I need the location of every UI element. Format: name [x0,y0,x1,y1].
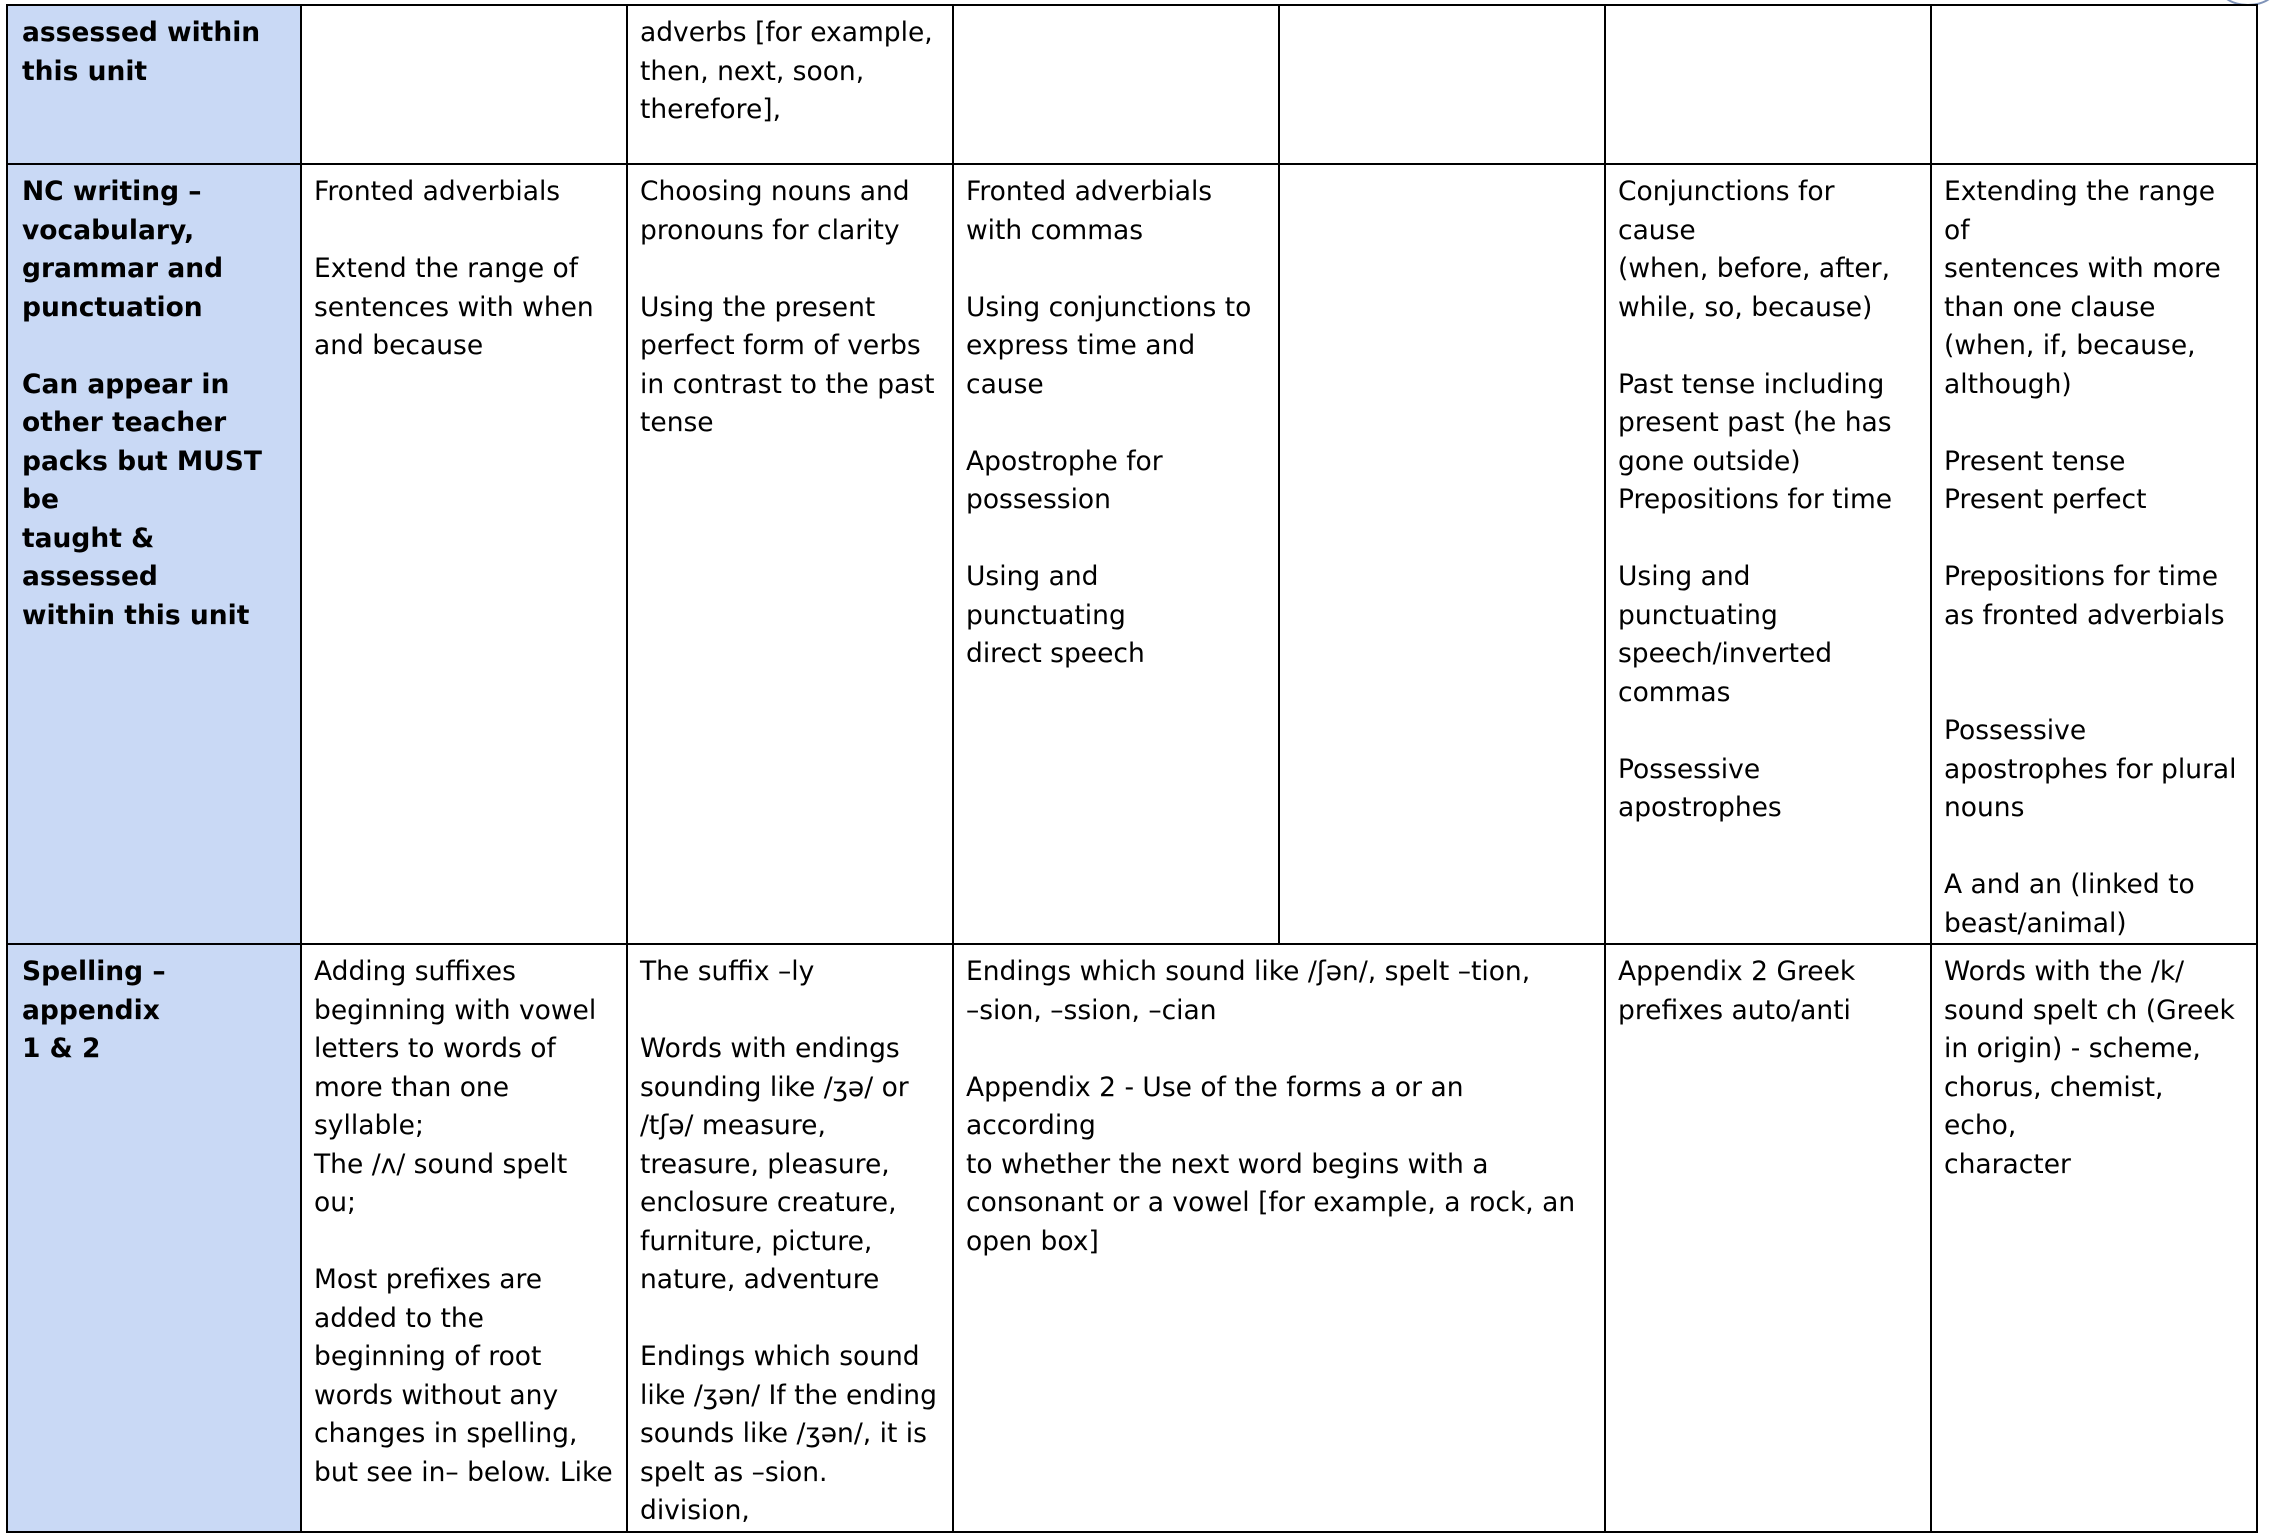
row-header-assessed: assessed within this unit [7,5,301,164]
table-cell: The suffix –ly Words with endings sounding like /ʒə/ or /tʃə/ measure, treasure, pleasure, enclosure creature, furniture, picture, nature, adventure Endings which sound like /ʒən/ If the ending sounds like /ʒən/, it is spelt as –sion. division, [627,944,953,1532]
table-cell [301,5,627,164]
table-row-assessment [7,5,2257,164]
table-cell [1279,164,1605,944]
table-cell: Fronted adverbials Extend the range of sentences with when and because [301,164,627,944]
table-cell: Adding suffixes beginning with vowel letters to words of more than one syllable; The /ʌ/ sound spelt ou; Most prefixes are added to the beginning of root words without any changes in spelling, but see in– below. Like [301,944,627,1532]
curriculum-table [6,4,2258,1533]
table-cell: Extending the range of sentences with more than one clause (when, if, because, although) Present tense Present perfect Prepositions for time as fronted adverbials Possessive apostrophes for plural nouns A and an (linked to beast/animal) [1931,164,2257,944]
table-cell: Choosing nouns and pronouns for clarity Using the present perfect form of verbs in contrast to the past tense [627,164,953,944]
table-cell: Appendix 2 Greek prefixes auto/anti [1605,944,1931,1532]
table-cell: Words with the /k/ sound spelt ch (Greek in origin) - scheme, chorus, chemist, echo, character [1931,944,2257,1532]
row-header-nc-writing: NC writing – vocabulary, grammar and punctuation Can appear in other teacher packs but MUST be taught & assessed within this unit [7,164,301,944]
table-cell [1605,5,1931,164]
table-cell: adverbs [for example, then, next, soon, therefore], [627,5,953,164]
table-cell [953,5,1279,164]
table-cell-merged: Endings which sound like /ʃən/, spelt –tion, –sion, –ssion, –cian Appendix 2 - Use of the forms a or an according to whether the next word begins with a consonant or a vowel [for example, a rock, an open box] [953,944,1605,1532]
table-cell: Conjunctions for cause (when, before, after, while, so, because) Past tense including present past (he has gone outside) Prepositions for time Using and punctuating speech/inverted commas Possessive apostrophes [1605,164,1931,944]
table-row-nc-writing [7,164,2257,944]
table-cell: Fronted adverbials with commas Using conjunctions to express time and cause Apostrophe for possession Using and punctuating direct speech [953,164,1279,944]
row-header-spelling: Spelling – appendix 1 & 2 [7,944,301,1532]
table-cell [1279,5,1605,164]
table-cell [1931,5,2257,164]
table-row-spelling [7,944,2257,1532]
